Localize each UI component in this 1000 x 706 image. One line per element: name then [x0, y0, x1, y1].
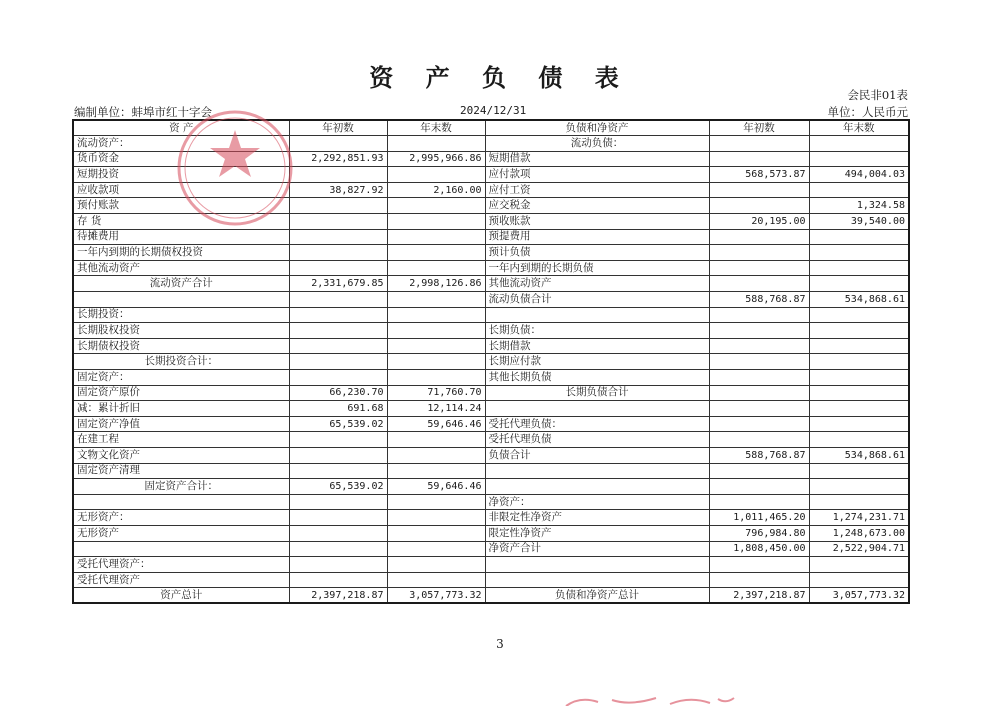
asset-begin-value [289, 463, 387, 479]
liability-end-value [809, 416, 909, 432]
asset-item: 一年内到期的长期债权投资 [73, 245, 289, 261]
asset-begin-value [289, 338, 387, 354]
liability-end-value: 39,540.00 [809, 214, 909, 230]
asset-begin-value [289, 245, 387, 261]
liability-item: 其他流动资产 [485, 276, 709, 292]
liability-begin-value [709, 463, 809, 479]
table-row [73, 588, 909, 604]
table-header-row [73, 120, 909, 136]
asset-end-value: 2,995,966.86 [387, 151, 485, 167]
asset-end-value [387, 370, 485, 386]
asset-end-value: 3,057,773.32 [387, 588, 485, 604]
asset-item: 长期投资合计： [73, 354, 289, 370]
liability-item [485, 572, 709, 588]
asset-begin-value [289, 572, 387, 588]
asset-item: 长期股权投资 [73, 323, 289, 339]
asset-item: 流动资产合计 [73, 276, 289, 292]
liability-begin-value [709, 557, 809, 573]
liability-begin-value: 1,011,465.20 [709, 510, 809, 526]
table-row [73, 572, 909, 588]
asset-end-value: 71,760.70 [387, 385, 485, 401]
asset-begin-value: 65,539.02 [289, 416, 387, 432]
liability-begin-value [709, 479, 809, 495]
asset-item: 文物文化资产 [73, 447, 289, 463]
asset-end-value [387, 338, 485, 354]
liability-begin-value [709, 151, 809, 167]
table-row [73, 479, 909, 495]
liability-end-value: 534,868.61 [809, 292, 909, 308]
liability-end-value [809, 479, 909, 495]
asset-begin-value [289, 229, 387, 245]
liability-begin-value [709, 401, 809, 417]
liability-item: 受托代理负债： [485, 416, 709, 432]
liability-item [485, 479, 709, 495]
asset-end-value [387, 354, 485, 370]
asset-begin-value [289, 307, 387, 323]
table-row [73, 182, 909, 198]
asset-end-value [387, 136, 485, 152]
liability-end-value [809, 245, 909, 261]
asset-end-value [387, 229, 485, 245]
liability-item: 流动负债： [485, 136, 709, 152]
liability-begin-value [709, 276, 809, 292]
liability-item: 应付款项 [485, 167, 709, 183]
liability-end-value [809, 307, 909, 323]
asset-item: 受托代理资产： [73, 557, 289, 573]
asset-begin-value: 2,292,851.93 [289, 151, 387, 167]
table-body [73, 136, 909, 604]
asset-end-value [387, 198, 485, 214]
asset-begin-value [289, 198, 387, 214]
liability-begin-value [709, 572, 809, 588]
liability-item: 负债合计 [485, 447, 709, 463]
liability-item [485, 557, 709, 573]
liability-begin-value [709, 494, 809, 510]
table-row [73, 525, 909, 541]
table-row [73, 167, 909, 183]
table-row [73, 557, 909, 573]
liability-end-value: 3,057,773.32 [809, 588, 909, 604]
liability-item: 其他长期负债 [485, 370, 709, 386]
asset-item: 固定资产清理 [73, 463, 289, 479]
asset-begin-value [289, 354, 387, 370]
liability-end-value [809, 260, 909, 276]
liability-end-value [809, 557, 909, 573]
asset-begin-value [289, 370, 387, 386]
liability-item: 负债和净资产总计 [485, 588, 709, 604]
asset-end-value [387, 260, 485, 276]
liability-item [485, 307, 709, 323]
liability-begin-value [709, 245, 809, 261]
liability-item: 长期负债： [485, 323, 709, 339]
asset-end-value [387, 214, 485, 230]
table-row [73, 198, 909, 214]
asset-item [73, 292, 289, 308]
asset-end-value: 2,160.00 [387, 182, 485, 198]
liability-item: 流动负债合计 [485, 292, 709, 308]
asset-begin-value [289, 541, 387, 557]
asset-end-value: 59,646.46 [387, 479, 485, 495]
seal-stroke [566, 698, 734, 706]
asset-item: 预付账款 [73, 198, 289, 214]
asset-begin-value [289, 214, 387, 230]
liability-end-value [809, 323, 909, 339]
liability-end-value: 1,248,673.00 [809, 525, 909, 541]
form-code: 会民非01表 [847, 88, 908, 102]
liability-item: 长期负债合计 [485, 385, 709, 401]
asset-begin-value [289, 136, 387, 152]
liability-end-value [809, 229, 909, 245]
asset-end-value [387, 292, 485, 308]
asset-end-value: 2,998,126.86 [387, 276, 485, 292]
table-row [73, 229, 909, 245]
header-liab-begin: 年初数 [709, 120, 809, 136]
liability-begin-value [709, 198, 809, 214]
table-row [73, 260, 909, 276]
asset-item: 无形资产 [73, 525, 289, 541]
asset-end-value [387, 323, 485, 339]
table-row [73, 494, 909, 510]
liability-item: 应交税金 [485, 198, 709, 214]
table-row [73, 354, 909, 370]
liability-item: 净资产合计 [485, 541, 709, 557]
table-row [73, 416, 909, 432]
liability-begin-value: 568,573.87 [709, 167, 809, 183]
table-row [73, 245, 909, 261]
liability-item: 长期应付款 [485, 354, 709, 370]
liability-begin-value [709, 323, 809, 339]
table-row [73, 370, 909, 386]
liability-item [485, 463, 709, 479]
asset-end-value [387, 245, 485, 261]
preparing-unit: 编制单位：蚌埠市红十字会 [74, 105, 212, 119]
liability-end-value [809, 354, 909, 370]
asset-begin-value [289, 432, 387, 448]
liability-item: 受托代理负债 [485, 432, 709, 448]
liability-end-value [809, 370, 909, 386]
asset-end-value [387, 167, 485, 183]
asset-end-value: 59,646.46 [387, 416, 485, 432]
header-liab-end: 年末数 [809, 120, 909, 136]
table-row [73, 338, 909, 354]
currency-unit: 单位：人民币元 [827, 105, 908, 119]
asset-item: 固定资产原价 [73, 385, 289, 401]
liability-item: 非限定性净资产 [485, 510, 709, 526]
table-row [73, 214, 909, 230]
asset-end-value [387, 432, 485, 448]
liability-begin-value [709, 354, 809, 370]
asset-end-value [387, 447, 485, 463]
asset-end-value [387, 541, 485, 557]
liability-begin-value: 588,768.87 [709, 292, 809, 308]
table-row [73, 447, 909, 463]
liability-end-value [809, 401, 909, 417]
asset-end-value [387, 572, 485, 588]
liability-begin-value [709, 229, 809, 245]
asset-begin-value [289, 510, 387, 526]
asset-begin-value [289, 494, 387, 510]
asset-end-value [387, 557, 485, 573]
liability-item: 预收账款 [485, 214, 709, 230]
asset-item: 无形资产： [73, 510, 289, 526]
table-row [73, 401, 909, 417]
liability-item: 限定性净资产 [485, 525, 709, 541]
table-row [73, 307, 909, 323]
liability-begin-value: 1,808,450.00 [709, 541, 809, 557]
asset-item: 流动资产： [73, 136, 289, 152]
table-row [73, 541, 909, 557]
asset-begin-value: 65,539.02 [289, 479, 387, 495]
liability-item: 预计负债 [485, 245, 709, 261]
liability-begin-value: 20,195.00 [709, 214, 809, 230]
table-row [73, 292, 909, 308]
asset-end-value [387, 525, 485, 541]
table-row [73, 463, 909, 479]
report-date: 2024/12/31 [460, 104, 527, 117]
asset-item: 长期投资： [73, 307, 289, 323]
liability-begin-value [709, 182, 809, 198]
liability-begin-value [709, 260, 809, 276]
bottom-seal-fragment [560, 694, 740, 706]
liability-item: 长期借款 [485, 338, 709, 354]
liability-begin-value [709, 370, 809, 386]
liability-end-value [809, 276, 909, 292]
liability-begin-value: 2,397,218.87 [709, 588, 809, 604]
asset-begin-value: 2,397,218.87 [289, 588, 387, 604]
liability-begin-value [709, 136, 809, 152]
liability-end-value: 2,522,904.71 [809, 541, 909, 557]
asset-item [73, 541, 289, 557]
asset-begin-value [289, 260, 387, 276]
liability-end-value: 494,004.03 [809, 167, 909, 183]
asset-item: 应收款项 [73, 182, 289, 198]
liability-item: 一年内到期的长期负债 [485, 260, 709, 276]
liability-begin-value [709, 416, 809, 432]
liability-end-value: 534,868.61 [809, 447, 909, 463]
asset-item: 受托代理资产 [73, 572, 289, 588]
liability-begin-value: 796,984.80 [709, 525, 809, 541]
table-row [73, 510, 909, 526]
asset-begin-value: 691.68 [289, 401, 387, 417]
asset-item [73, 494, 289, 510]
asset-item: 短期投资 [73, 167, 289, 183]
liability-end-value [809, 182, 909, 198]
asset-begin-value [289, 323, 387, 339]
header-assets-begin: 年初数 [289, 120, 387, 136]
liability-item: 预提费用 [485, 229, 709, 245]
header-assets-end: 年末数 [387, 120, 485, 136]
asset-item: 固定资产净值 [73, 416, 289, 432]
asset-item: 待摊费用 [73, 229, 289, 245]
asset-begin-value [289, 557, 387, 573]
liability-end-value [809, 432, 909, 448]
liability-item: 净资产： [485, 494, 709, 510]
liability-item [485, 401, 709, 417]
liability-begin-value: 588,768.87 [709, 447, 809, 463]
report-title: 资 产 负 债 表 [369, 63, 631, 92]
liability-end-value [809, 572, 909, 588]
asset-item: 固定资产合计： [73, 479, 289, 495]
table-row [73, 136, 909, 152]
asset-item: 固定资产： [73, 370, 289, 386]
asset-begin-value: 2,331,679.85 [289, 276, 387, 292]
table-row [73, 276, 909, 292]
liability-end-value [809, 494, 909, 510]
liability-end-value [809, 136, 909, 152]
liability-begin-value [709, 338, 809, 354]
liability-end-value [809, 385, 909, 401]
balance-sheet-table [72, 119, 910, 604]
asset-end-value [387, 463, 485, 479]
liability-end-value [809, 151, 909, 167]
header-assets: 资 产 [73, 120, 289, 136]
liability-end-value [809, 338, 909, 354]
liability-item: 应付工资 [485, 182, 709, 198]
asset-end-value [387, 307, 485, 323]
header-liabilities: 负债和净资产 [485, 120, 709, 136]
table-row [73, 323, 909, 339]
asset-item: 其他流动资产 [73, 260, 289, 276]
asset-item: 存 货 [73, 214, 289, 230]
asset-begin-value: 66,230.70 [289, 385, 387, 401]
asset-begin-value [289, 525, 387, 541]
asset-item: 货币资金 [73, 151, 289, 167]
asset-end-value: 12,114.24 [387, 401, 485, 417]
liability-begin-value [709, 307, 809, 323]
asset-item: 在建工程 [73, 432, 289, 448]
table-row [73, 151, 909, 167]
asset-begin-value [289, 167, 387, 183]
liability-end-value: 1,324.58 [809, 198, 909, 214]
asset-item: 资产总计 [73, 588, 289, 604]
asset-begin-value: 38,827.92 [289, 182, 387, 198]
liability-end-value: 1,274,231.71 [809, 510, 909, 526]
asset-begin-value [289, 292, 387, 308]
table-row [73, 385, 909, 401]
liability-begin-value [709, 432, 809, 448]
page-number: 3 [496, 637, 504, 651]
asset-end-value [387, 494, 485, 510]
asset-item: 长期债权投资 [73, 338, 289, 354]
table-row [73, 432, 909, 448]
asset-end-value [387, 510, 485, 526]
liability-end-value [809, 463, 909, 479]
report-meta [72, 104, 908, 120]
liability-begin-value [709, 385, 809, 401]
asset-item: 减：累计折旧 [73, 401, 289, 417]
asset-begin-value [289, 447, 387, 463]
liability-item: 短期借款 [485, 151, 709, 167]
